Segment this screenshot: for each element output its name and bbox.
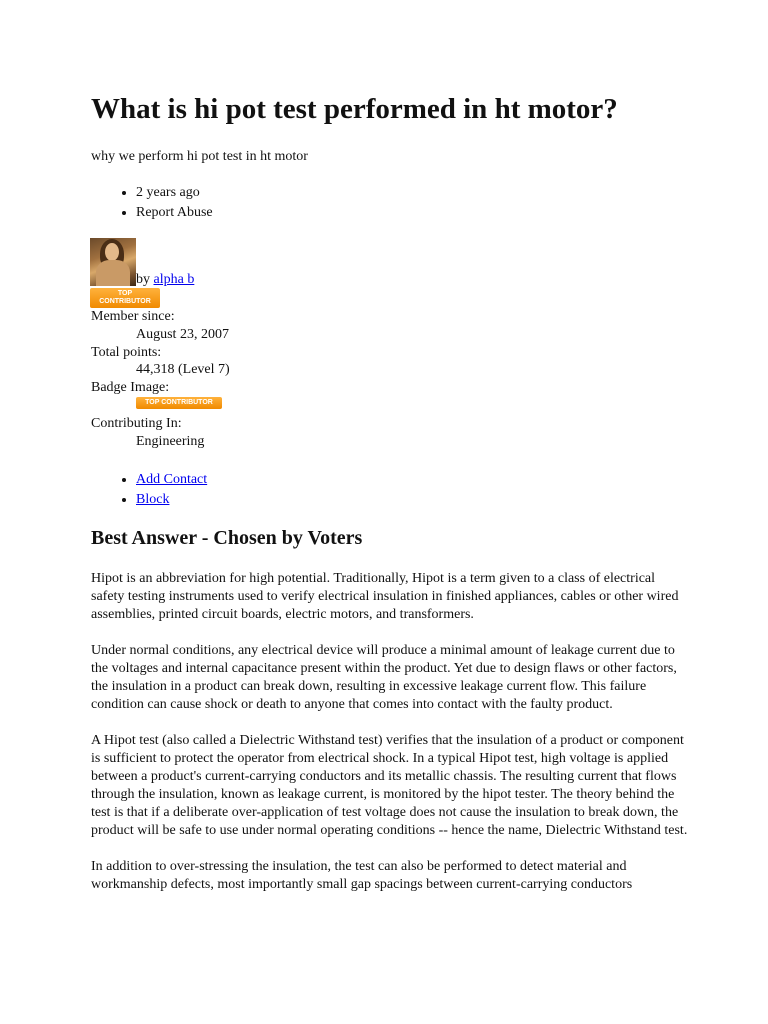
question-meta-list bbox=[91, 183, 213, 223]
byline bbox=[136, 272, 194, 288]
contributing-label: Contributing In: bbox=[91, 416, 182, 431]
answer-paragraph: A Hipot test (also called a Dielectric Withstand test) verifies that the insulation of a product or component is sufficient to protect the operator from electrical shock. In a typical Hipot test, high voltage is applied between a product's current-carrying conductors and its metallic chassis. The resulting current that flows through the insulation, known as leakage current, is monitored by the hipot tester. The theory behind the test is that if a deliberate over-application of test voltage does not cause the insulation to break down, the product will be safe to use under normal operating conditions -- hence the name, Dielectric Withstand test. bbox=[91, 733, 688, 838]
question-title: What is hi pot test performed in ht motor? bbox=[91, 93, 618, 125]
block-item bbox=[136, 490, 207, 510]
best-answer-heading: Best Answer - Chosen by Voters bbox=[91, 527, 363, 549]
answer-paragraph: In addition to over-stressing the insulation, the test can also be performed to detect material and workmanship defects, most importantly small gap spacings between current-carrying conductors bbox=[91, 859, 633, 892]
add-contact-item bbox=[136, 470, 207, 490]
total-points-value: 44,318 (Level 7) bbox=[136, 362, 230, 377]
answer-paragraph: Hipot is an abbreviation for high potential. Traditionally, Hipot is a term given to a class of electrical safety testing instruments used to verify electrical insulation in finished appliances, cables or other wired assemblies, printed circuit boards, electric motors, and transformers. bbox=[91, 571, 679, 622]
total-points-label: Total points: bbox=[91, 345, 162, 360]
badge-image-label: Badge Image: bbox=[91, 380, 170, 395]
question-subtitle: why we perform hi pot test in ht motor bbox=[91, 149, 308, 164]
top-contributor-badge bbox=[90, 288, 160, 308]
member-since-value: August 23, 2007 bbox=[136, 327, 229, 342]
add-contact-link[interactable]: Add Contact bbox=[136, 472, 208, 487]
top-contributor-badge-inline: TOP CONTRIBUTOR bbox=[136, 397, 222, 409]
answer-paragraph: Under normal conditions, any electrical device will produce a minimal amount of leakage current due to the voltages and internal capacitance present within the product. Yet due to design flaws or other factors, the insulation in a product can break down, resulting in excessive leakage current flow. This failure condition can cause shock or death to anyone that comes into contact with the faulty product. bbox=[91, 643, 677, 712]
user-actions-list bbox=[91, 470, 207, 510]
block-link[interactable]: Block bbox=[136, 492, 170, 507]
user-name-link[interactable]: alpha b bbox=[153, 272, 195, 287]
badge-line-1: TOP bbox=[117, 290, 133, 297]
contributing-value: Engineering bbox=[136, 434, 205, 449]
member-since-label: Member since: bbox=[91, 309, 175, 324]
report-abuse-link[interactable]: • Report Abuse bbox=[136, 203, 213, 223]
answer-body bbox=[91, 570, 691, 912]
question-age: • 2 years ago bbox=[136, 183, 213, 203]
badge-line-2: CONTRIBUTOR bbox=[99, 298, 151, 305]
avatar[interactable] bbox=[90, 238, 136, 286]
byline-prefix: by bbox=[136, 272, 150, 287]
